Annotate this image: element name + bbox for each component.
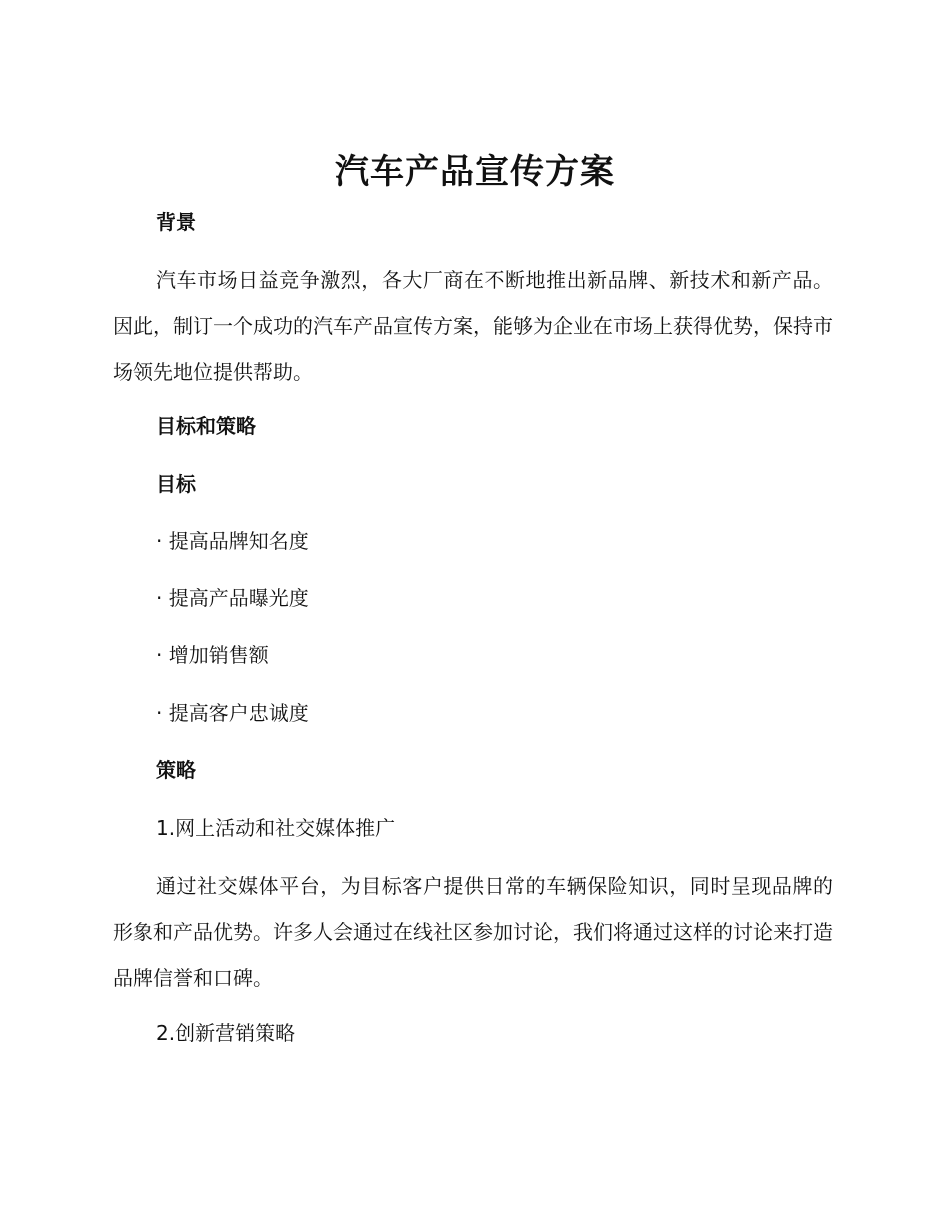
strategy-2-title: 2.创新营销策略 xyxy=(156,1021,296,1045)
goal-item: · 增加销售额 xyxy=(156,643,269,667)
goals-strategy-heading: 目标和策略 xyxy=(156,414,256,438)
goal-item: · 提高客户忠诚度 xyxy=(156,701,309,725)
strategy-heading: 策略 xyxy=(156,758,196,782)
goal-item: · 提高品牌知名度 xyxy=(156,529,309,553)
background-heading: 背景 xyxy=(156,210,196,234)
document-title: 汽车产品宣传方案 xyxy=(335,152,615,192)
goals-heading: 目标 xyxy=(156,472,196,496)
strategy-1-title: 1.网上活动和社交媒体推广 xyxy=(156,816,396,840)
strategy-1-paragraph: 通过社交媒体平台，为目标客户提供日常的车辆保险知识，同时呈现品牌的形象和产品优势。许多人会通过在线社区参加讨论，我们将通过这样的讨论来打造品牌信誉和口碑。 xyxy=(113,874,833,990)
background-paragraph: 汽车市场日益竞争激烈，各大厂商在不断地推出新品牌、新技术和新产品。因此，制订一个成功的汽车产品宣传方案，能够为企业在市场上获得优势，保持市场领先地位提供帮助。 xyxy=(113,268,833,384)
goal-item: · 提高产品曝光度 xyxy=(156,586,309,610)
